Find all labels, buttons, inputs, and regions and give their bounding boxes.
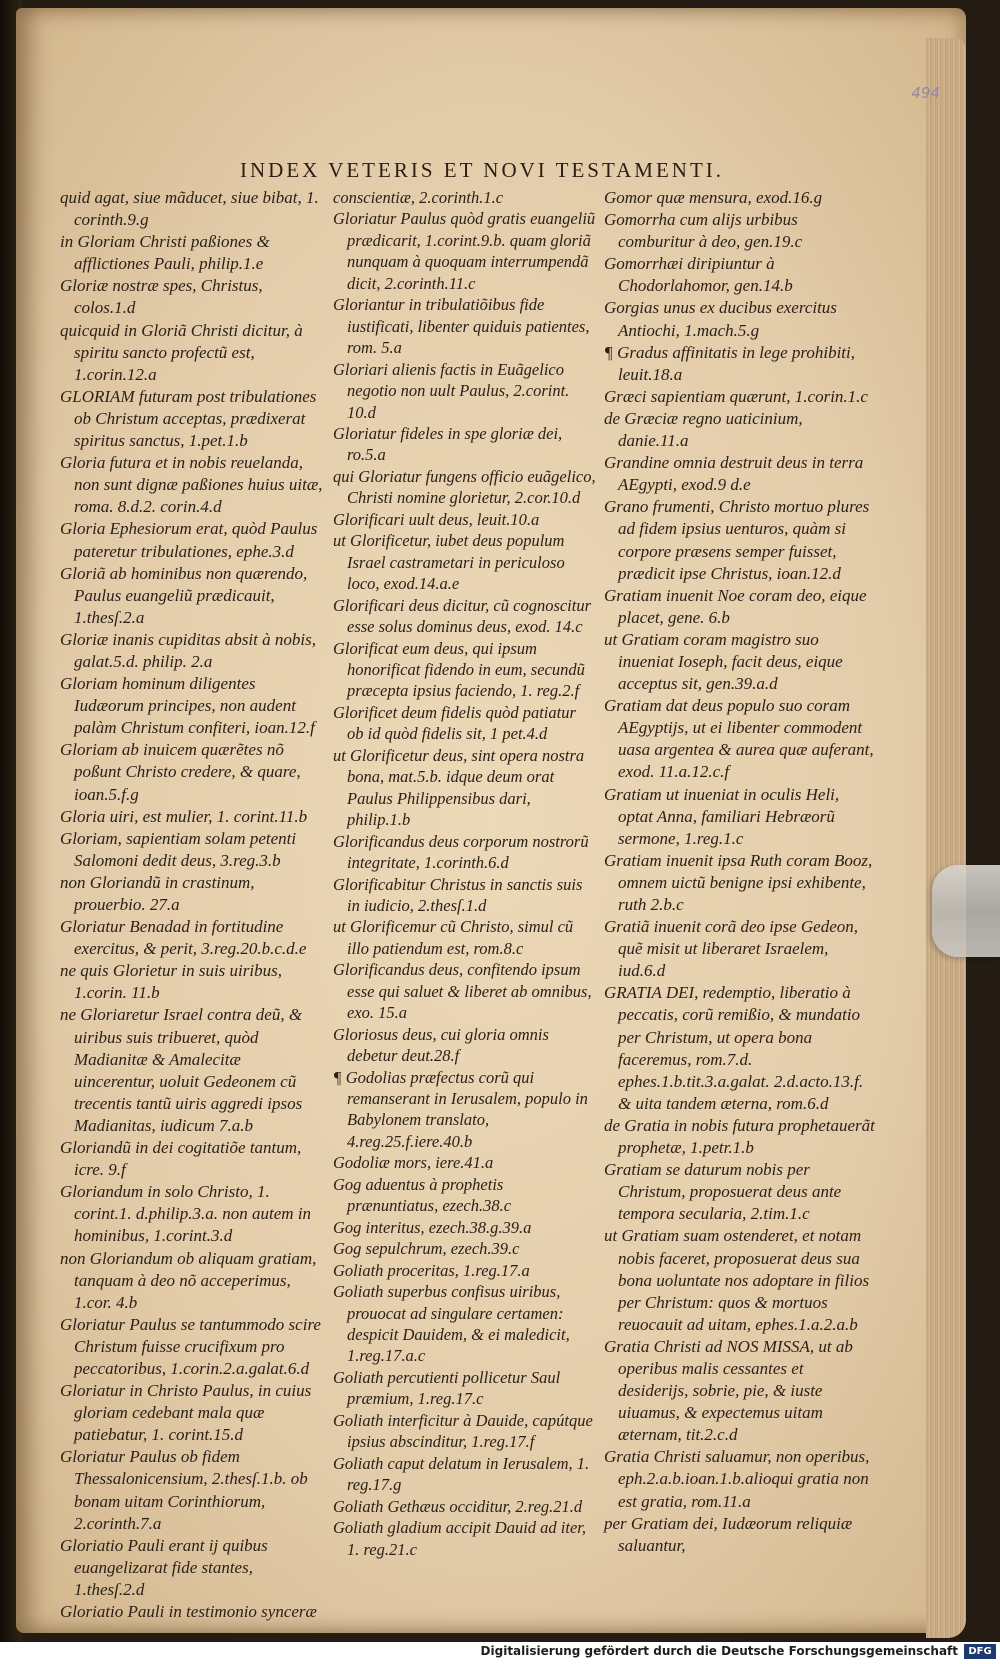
index-entry: ¶ Gradus affinitatis in lege prohibiti, leuit.18.a [604,342,855,384]
index-entry: Gloriã ab hominibus non quærendo, Paulus euangeliũ prædicauit, 1.thesſ.2.a [60,563,308,627]
index-entry: Gloriantur in tribulatiõibus fide iustificati, libenter quiduis patientes, rom. 5.a [333,295,590,358]
index-entry: Gloriatur Paulus se tantummodo scire Christum fuisse crucifixum pro peccatoribus, 1.corin.2.a.galat.6.d [60,1314,321,1378]
index-entry: Gloriæ inanis cupiditas absit à nobis, galat.5.d. philip. 2.a [60,629,316,671]
index-entry: GLORIAM futuram post tribulationes ob Christum acceptas, prædixerat spiritus sanctus, 1.pet.1.b [60,386,317,451]
index-entry: Gloriatio Pauli erant ij quibus euangelizarat fide stantes, 1.thesſ.2.d [60,1535,268,1599]
index-entry: Gloriatio Pauli in testimonio synceræ [60,1602,317,1621]
index-entry: Godoliæ mors, iere.41.a [333,1153,494,1173]
index-entry: ut Gratiam suam ostenderet, et notam nobis faceret, proposuerat deus sua bona uoluntate nos adoptare in filios per Christum: quos & mortuos reuocauit ad uitam, ephes.1.a.2.a.b [604,1226,870,1334]
index-entry: Glorificat eum deus, qui ipsum honorificat fidendo in eum, secundũ præcepta ipsius faciendo, 1. reg.2.f [333,638,585,701]
index-entry: Glorificari uult deus, leuit.10.a [333,509,540,529]
index-entry: ut Glorificetur, iubet deus populum Israel castrametari in periculoso loco, exod.14.a.e [333,531,565,594]
index-entry: ¶ Godolias præfectus corũ qui remanserant in Ierusalem, populo in Babylonem translato, 4.reg.25.f.iere.40.b [333,1067,588,1151]
index-entry: Gloriam hominum diligentes Iudæorum principes, non audent palàm Christum confiteri, ioan.12.f [60,674,315,738]
index-entry: Goliath caput delatum in Ierusalem, 1. reg.17.g [333,1453,590,1495]
index-entry: Gog interitus, ezech.38.g.39.a [333,1217,532,1237]
index-entry: Goliath gladium accipit Dauid ad iter, 1. reg.21.c [333,1518,586,1559]
running-head: INDEX VETERIS ET NOVI TESTAMENTI. [240,158,725,182]
index-entry: Gratiam dat deus populo suo coram AEgyptijs, ut ei libenter commodent uasa argentea & aurea quæ auferant, exod. 11.a.12.c.f [604,696,874,782]
index-entry: Goliath Gethæus occiditur, 2.reg.21.d [333,1496,583,1516]
index-entry: Goliath superbus confisus uiribus, prouocat ad singulare certamen: despicit Dauidem, & ei maledicit, 1.reg.17.a.c [333,1282,570,1366]
index-entry: Goliath interficitur à Dauide, capútque ipsius abscinditur, 1.reg.17.f [333,1410,593,1452]
index-entry: ut Glorificemur cũ Christo, simul cũ illo patiendum est, rom.8.c [333,917,574,958]
index-entry: qui Gloriatur fungens officio euãgelico, Christi nomine glorietur, 2.cor.10.d [333,466,596,508]
index-entry: Gratia Christi ad NOS MISSA, ut ab operibus malis cessantes et desiderijs, sobrie, pie, & iuste uiuamus, & expectemus uitam æternam, tit.2.c.d [604,1336,853,1445]
index-entry: Gratiam inuenit Noe coram deo, eique placet, gene. 6.b [604,585,867,627]
index-entry: Gloriatur Paulus ob fidem Thessalonicensium, 2.thesſ.1.b. ob bonam uitam Corinthiorum, 2.corinth.7.a [60,1447,308,1533]
index-entry: Gratiam se daturum nobis per Christum, proposuerat deus ante tempora secularia, 2.tim.1.c [604,1160,842,1224]
index-entry: Glorificari deus dicitur, cũ cognoscitur esse solus dominus deus, exod. 14.c [333,595,592,637]
index-entry: Gloriæ nostræ spes, Christus, colos.1.d [60,276,263,318]
index-entry: conscientiæ, 2.corinth.1.c [333,188,504,207]
index-entry: Glorificandus deus corporum nostrorũ integritate, 1.corinth.6.d [333,831,589,873]
index-entry: de Græciæ regno uaticinium, danie.11.a [604,408,803,451]
page-clip [932,865,1000,957]
index-entry: Gog sepulchrum, ezech.39.c [333,1239,520,1259]
index-entry: in Gloriam Christi paßiones & afflictiones Pauli, philip.1.e [60,232,270,274]
index-entry: Glorificabitur Christus in sanctis suis in iudicio, 2.thesſ.1.d [333,874,583,915]
index-entry: GRATIA DEI, redemptio, liberatio à peccatis, corũ remißio, & mundatio per Christum, ut opera bona faceremus, rom.7.d. ephes.1.b.tit.3.a.galat. 2.d.acto.13.f. & uita tandem æterna, rom.6.d [604,983,864,1113]
index-column-2 [333,187,596,1560]
index-entry: Gratiã inuenit corã deo ipse Gedeon, quẽ misit ut liberaret Israelem, iud.6.d [604,917,859,981]
index-entry: Gog aduentus à prophetis prænuntiatus, ezech.38.c [333,1174,512,1216]
index-column-3 [604,187,876,1557]
index-entry: Gloriandũ in dei cogitatiõe tantum, icre. 9.f [60,1138,302,1180]
index-entry: Gloriari alienis factis in Euãgelico negotio non uult Paulus, 2.corint. 10.d [333,359,570,422]
index-entry: Gloriatur in Christo Paulus, in cuius gloriam cedebant mala quæ patiebatur, 1. corint.15.d [60,1381,312,1445]
index-entry: Glorificet deum fidelis quòd patiatur ob id quòd fidelis sit, 1 pet.4.d [333,702,576,744]
index-entry: Gloria futura et in nobis reuelanda, non sunt dignæ paßiones huius uitæ, roma. 8.d.2. corin.4.d [60,453,323,517]
index-entry: Grano frumenti, Christo mortuo plures ad fidem ipsius uenturos, quàm si corpore præsens semper fuisset, prædicit ipse Christus, ioan.12.d [604,497,870,583]
index-entry: non Gloriandũ in crastinum, prouerbio. 27.a [60,872,255,914]
index-entry: Gratiam inuenit ipsa Ruth coram Booz, omnem uictũ benigne ipsi exhibente, ruth 2.b.c [604,850,873,914]
index-entry: ne quis Glorietur in suis uiribus, 1.corin. 11.b [60,961,282,1003]
index-entry: de Gratia in nobis futura prophetauerãt prophetæ, 1.petr.1.b [604,1115,875,1158]
index-entry: Glorificandus deus, confitendo ipsum esse qui saluet & liberet ab omnibus, exo. 15.a [333,960,592,1023]
index-entry: Græci sapientiam quærunt, 1.corin.1.c [604,386,868,406]
index-entry: Gloriandum in solo Christo, 1. corint.1. d.philip.3.a. non autem in hominibus, 1.corint.3.d [60,1182,312,1246]
index-entry: Gloria Ephesiorum erat, quòd Paulus pateretur tribulationes, ephe.3.d [60,519,318,561]
index-entry: ut Gratiam coram magistro suo inueniat Ioseph, facit deus, eique acceptus sit, gen.39.a.d [604,629,843,694]
index-entry: Gloriatur fideles in spe gloriæ dei, ro.5.a [333,423,563,465]
page-number: 494 [911,84,940,102]
index-entry: Grandine omnia destruit deus in terra AEgypti, exod.9 d.e [604,453,864,495]
dfg-logo: DFG [964,1644,996,1659]
index-entry: Gloriatur Paulus quòd gratis euangeliũ prædicarit, 1.corint.9.b. quam gloriã nunquam à quoquam interrumpendã dicit, 2.corinth.11.c [333,209,596,293]
index-entry: quid agat, siue mãducet, siue bibat, 1. corinth.9.g [60,188,319,230]
index-entry: Gomorrha cum alijs urbibus comburitur à deo, gen.19.c [604,210,803,252]
index-entry: Gorgias unus ex ducibus exercitus Antiochi, 1.mach.5.g [604,298,837,340]
footer-credit: Digitalisierung gefördert durch die Deutsche Forschungsgemeinschaft [480,1644,958,1658]
index-entry: per Gratiam dei, Iudæorum reliquiæ saluantur, [604,1513,853,1555]
index-entry: Gratiam ut inueniat in oculis Heli, optat Anna, familiari Hebræorũ sermone, 1.reg.1.c [604,784,840,848]
index-entry: quicquid in Gloriã Christi dicitur, à spiritu sancto profectũ est, 1.corin.12.a [60,320,303,384]
index-entry: Goliath proceritas, 1.reg.17.a [333,1260,530,1280]
index-entry: Gloriam, sapientiam solam petenti Salomoni dedit deus, 3.reg.3.b [60,828,297,870]
index-column-1 [60,187,324,1623]
page-edges [926,38,966,1638]
index-entry: ne Gloriaretur Israel contra deũ, & uiribus suis tribueret, quòd Madianitæ & Amalecitæ uincerentur, uoluit Gedeonem cũ trecentis tantũ uiris aggredi ipsos Madianitas, iudicum 7.a.b [60,1005,303,1135]
index-entry: Goliath percutienti pollicetur Saul præmium, 1.reg.17.c [333,1367,561,1409]
index-entry: Gloriam ab inuicem quærẽtes nõ poßunt Christo credere, & quare, ioan.5.f.g [60,740,301,804]
index-entry: Gloriosus deus, cui gloria omnis debetur deut.28.f [333,1024,549,1066]
index-entry: ut Glorificetur deus, sint opera nostra bona, mat.5.b. idque deum orat Paulus Philippensibus dari, philip.1.b [333,745,585,830]
index-entry: Gloria uiri, est mulier, 1. corint.11.b [60,806,308,826]
index-entry: Gomor quæ mensura, exod.16.g [604,188,823,207]
index-entry: Gloriatur Benadad in fortitudine exercitus, & perit, 3.reg.20.b.c.d.e [60,917,307,959]
index-entry: Gratia Christi saluamur, non operibus, eph.2.a.b.ioan.1.b.alioqui gratia non est gratia, rom.11.a [604,1447,870,1511]
index-entry: non Gloriandum ob aliquam gratiam, tanquam à deo nõ acceperimus, 1.cor. 4.b [60,1248,317,1312]
index-entry: Gomorrhæi diripiuntur à Chodorlahomor, gen.14.b [604,254,793,296]
